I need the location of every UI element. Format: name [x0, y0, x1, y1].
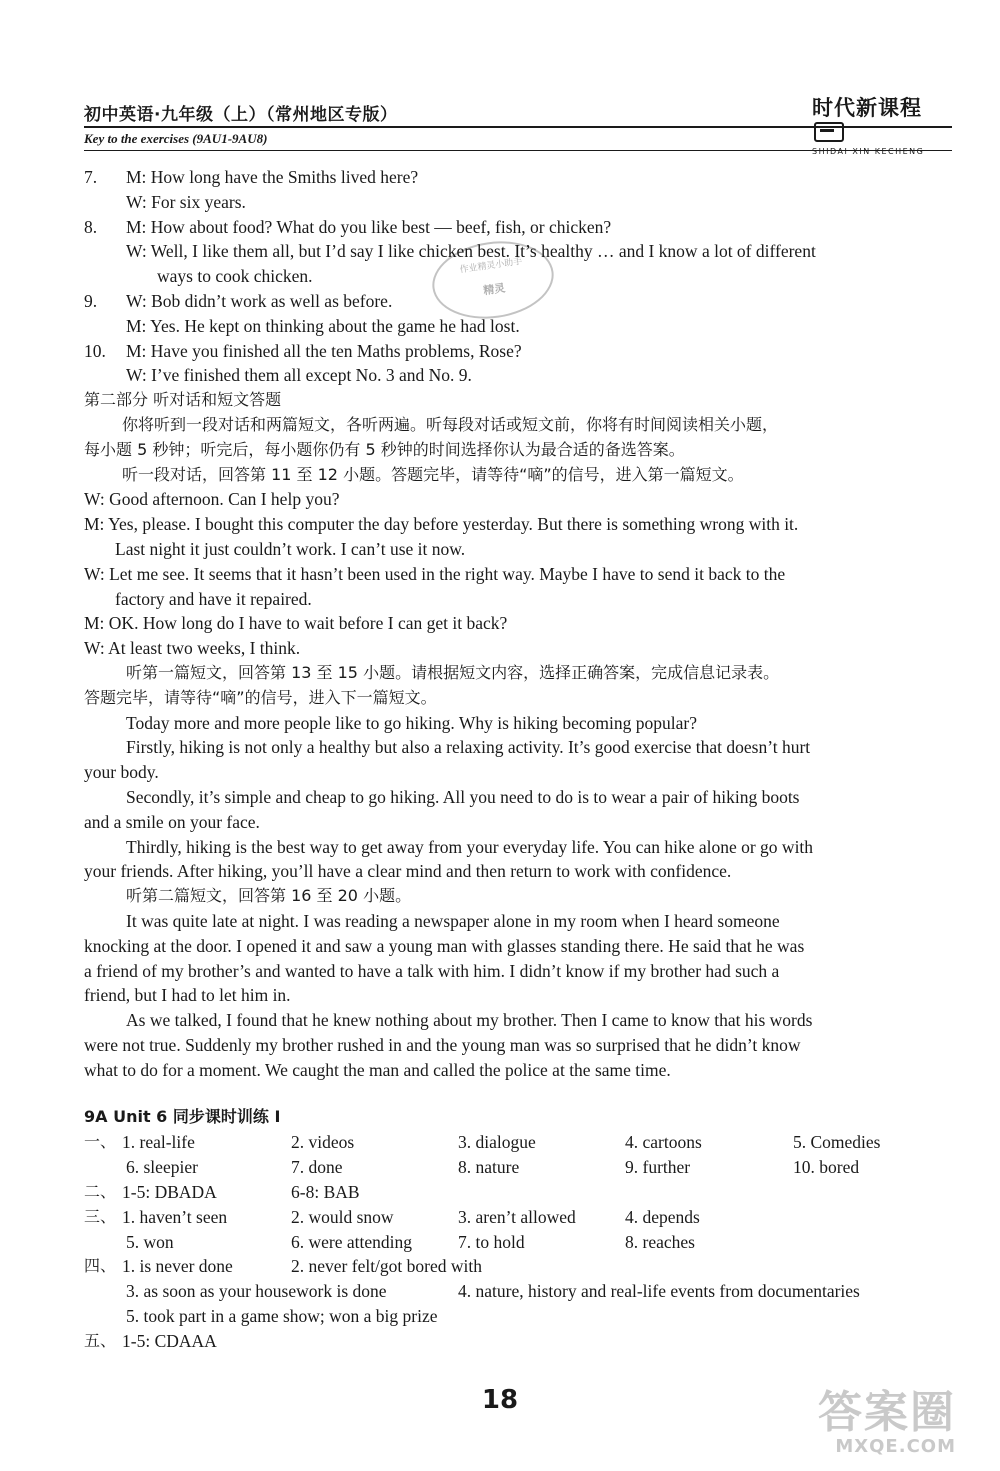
- answer-row: [84, 1254, 952, 1279]
- answer-item: 3. dialogue: [458, 1132, 536, 1153]
- answer-item: 6-8: BAB: [291, 1182, 360, 1203]
- instruction-text: 你将听到一段对话和两篇短文，各听两遍。听每段对话或短文前，你将有时间阅读相关小题，: [122, 414, 779, 434]
- answer-row: [84, 1205, 952, 1230]
- passage-line: your friends. After hiking, you’ll have a clear mind and then return to work with confidence.: [84, 861, 732, 882]
- instruction-text: 答题完毕，请等待“嘀”的信号，进入下一篇短文。: [84, 687, 437, 707]
- answer-item: 1. real-life: [122, 1132, 195, 1153]
- watermark-url: MXQE.COM: [835, 1436, 956, 1457]
- answer-item: 8. nature: [458, 1157, 520, 1178]
- answer-item: 1. haven’t seen: [122, 1206, 228, 1227]
- unit6-heading: 9A Unit 6 同步课时训练 I: [84, 1107, 281, 1127]
- brand-name: 时代新课程: [812, 96, 922, 120]
- page-number: 18: [481, 1385, 519, 1415]
- conversation-line: W: At least two weeks, I think.: [84, 638, 301, 659]
- answer-item: 1-5: CDAAA: [122, 1330, 217, 1351]
- section-label: 五、: [84, 1330, 117, 1350]
- document-body: [84, 165, 952, 1354]
- answer-item: 9. further: [625, 1157, 691, 1178]
- passage-line: Today more and more people like to go hiking. Why is hiking becoming popular?: [126, 712, 697, 733]
- answer-item: 5. Comedies: [793, 1132, 881, 1153]
- passage-line: knocking at the door. I opened it and saw a young man with glasses standing there. He said that he was: [84, 935, 805, 956]
- dialogue-line: M: Yes. He kept on thinking about the game he had lost.: [126, 315, 520, 336]
- conversation-line: W: Let me see. It seems that it hasn’t been used in the right way. Maybe I have to send it back to the: [84, 563, 786, 584]
- brand-pinyin: SHIDAI XIN KECHENG: [812, 147, 925, 156]
- answer-item: 3. aren’t allowed: [458, 1206, 576, 1227]
- answer-item: 3. as soon as your housework is done: [126, 1281, 387, 1302]
- passage-1: [84, 711, 952, 885]
- instruction-text: 听一段对话，回答第 11 至 12 小题。答题完毕，请等待“嘀”的信号，进入第一篇短文。: [122, 464, 744, 484]
- watermark-logo: [806, 1387, 956, 1460]
- passage-line: Secondly, it’s simple and cheap to go hiking. All you need to do is to wear a pair of hiking boots: [126, 786, 800, 807]
- dialogue-line: ways to cook chicken.: [157, 266, 313, 287]
- stamp-mark: 精灵: [482, 281, 507, 298]
- answer-item: 2. would snow: [291, 1206, 394, 1227]
- conversation-line: M: OK. How long do I have to wait before I can get it back?: [84, 613, 508, 634]
- answer-item: 4. cartoons: [625, 1132, 702, 1153]
- passage-line: As we talked, I found that he knew nothing about my brother. Then I came to know that his words: [126, 1010, 813, 1031]
- item-number: 9.: [84, 290, 98, 311]
- answer-row: [84, 1230, 952, 1255]
- passage-2: [84, 909, 952, 1083]
- answer-item: 10. bored: [793, 1157, 860, 1178]
- answer-row: [84, 1329, 952, 1354]
- conversation-transcript: [84, 487, 952, 661]
- answer-item: 7. to hold: [458, 1231, 525, 1252]
- book-title: 初中英语·九年级（上）（常州地区专版）: [84, 105, 398, 125]
- answer-row: [84, 1130, 952, 1155]
- item-number: 8.: [84, 216, 98, 237]
- section-label: 二、: [84, 1182, 117, 1202]
- conversation-line: factory and have it repaired.: [115, 588, 312, 609]
- dialogue-line: W: For six years.: [126, 191, 246, 212]
- answer-item: 5. took part in a game show; won a big prize: [126, 1306, 438, 1327]
- passage-line: Thirdly, hiking is the best way to get away from your everyday life. You can hike alone or go with: [126, 836, 814, 857]
- dialogue-9: [84, 289, 952, 339]
- passage-line: a friend of my brother’s and wanted to have a talk with him. I didn’t know if my brother had such a: [84, 960, 780, 981]
- dialogue-8: [84, 215, 952, 289]
- answer-item: 1. is never done: [122, 1256, 233, 1277]
- answer-row: [84, 1304, 952, 1329]
- watermark-text: 答案圈: [818, 1387, 956, 1438]
- stamp-text: 作业精灵小助手: [459, 256, 523, 276]
- dialogue-line: M: How about food? What do you like best — beef, fish, or chicken?: [126, 216, 612, 237]
- section-subtitle: Key to the exercises (9AU1-9AU8): [84, 131, 268, 146]
- dialogue-line: M: Have you finished all the ten Maths problems, Rose?: [126, 340, 522, 361]
- publisher-brand: [812, 92, 952, 156]
- answer-item: 4. nature, history and real-life events from documentaries: [458, 1281, 860, 1302]
- item-number: 7.: [84, 167, 98, 187]
- passage-line: and a smile on your face.: [84, 811, 260, 832]
- passage-line: were not true. Suddenly my brother rushed in and the young man was so surprised that he didn’t know: [84, 1034, 801, 1055]
- answer-item: 4. depends: [625, 1206, 700, 1227]
- dialogue-line: W: I’ve finished them all except No. 3 and No. 9.: [126, 365, 472, 386]
- header-rule: [84, 126, 952, 128]
- answer-item: 7. done: [291, 1157, 343, 1178]
- conversation-line: W: Good afternoon. Can I help you?: [84, 489, 340, 510]
- section-label: 三、: [84, 1206, 117, 1226]
- dialogue-line: W: Bob didn’t work as well as before.: [126, 290, 393, 311]
- passage-line: friend, but I had to let him in.: [84, 985, 291, 1006]
- passage-line: what to do for a moment. We caught the man and called the police at the same time.: [84, 1059, 671, 1080]
- answer-item: 5. won: [126, 1231, 174, 1252]
- part2-heading: 第二部分 听对话和短文答题: [84, 390, 282, 410]
- dialogue-7: [84, 165, 952, 215]
- instruction-text: 每小题 5 秒钟；听完后，每小题你仍有 5 秒钟的时间选择你认为最合适的备选答案。: [84, 439, 685, 459]
- dialogue-line: W: Well, I like them all, but I’d say I like chicken best. It’s healthy … and I know a lot of different: [126, 241, 816, 262]
- dialogue-line: M: How long have the Smiths lived here?: [126, 167, 419, 187]
- dialogue-10: [84, 339, 952, 389]
- passage-line: your body.: [84, 762, 159, 783]
- answer-row: [84, 1180, 952, 1205]
- subtitle-rule: [84, 150, 952, 151]
- answer-item: 6. were attending: [291, 1231, 412, 1252]
- answer-item: 2. never felt/got bored with: [291, 1256, 482, 1277]
- answer-item: 6. sleepier: [126, 1157, 198, 1178]
- section-label: 一、: [84, 1132, 117, 1152]
- conversation-line: Last night it just couldn’t work. I can’t use it now.: [115, 538, 466, 559]
- section-label: 四、: [84, 1256, 117, 1276]
- brand-logo-icon: [814, 122, 844, 142]
- passage-line: Firstly, hiking is not only a healthy but also a relaxing activity. It’s good exercise that doesn’t hurt: [126, 737, 811, 758]
- answer-row: [84, 1279, 952, 1304]
- answer-row: [84, 1155, 952, 1180]
- answer-item: 1-5: DBADA: [122, 1182, 217, 1203]
- answer-item: 2. videos: [291, 1132, 355, 1153]
- instruction-text: 听第二篇短文，回答第 16 至 20 小题。: [126, 886, 412, 906]
- passage-line: It was quite late at night. I was reading a newspaper alone in my room when I heard someone: [126, 910, 780, 931]
- conversation-line: M: Yes, please. I bought this computer the day before yesterday. But there is something wrong with it.: [84, 514, 799, 535]
- item-number: 10.: [84, 340, 106, 361]
- answer-item: 8. reaches: [625, 1231, 695, 1252]
- instruction-text: 听第一篇短文，回答第 13 至 15 小题。请根据短文内容，选择正确答案，完成信息记录表。: [126, 662, 780, 682]
